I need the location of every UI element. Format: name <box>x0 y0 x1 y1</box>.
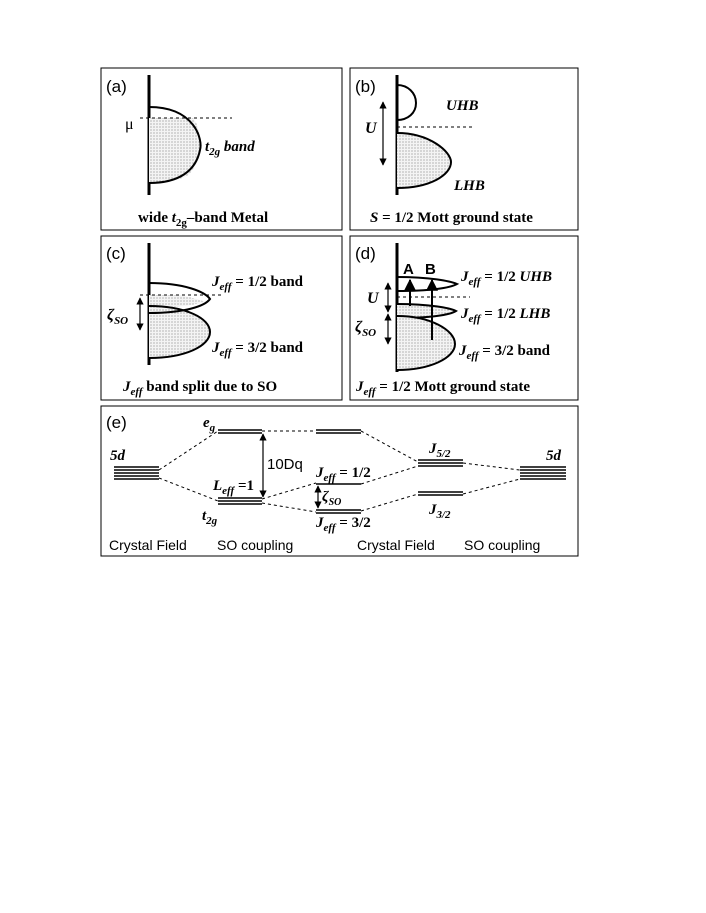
panel-c-label: (c) <box>106 244 126 263</box>
panel-c-caption: $J_{eff}$ band split due to SO <box>123 379 278 398</box>
u-label: U <box>367 290 379 307</box>
tendq-label: 10Dq <box>267 456 303 473</box>
jeff-half-band-label: $J_{eff} = 1/2$ band <box>212 274 304 293</box>
transition-b-label: B <box>425 261 436 278</box>
panel-b-frame <box>350 68 578 230</box>
jeff-half-uhb-label: $J_{eff} = 1/2$ UHB <box>461 269 552 288</box>
zeta-so-label: $\zeta_{SO}$ <box>322 489 342 508</box>
jeff-threehalf-label: $J_{eff} = 3/2$ <box>316 515 371 534</box>
panel-d <box>350 236 578 400</box>
jeff-threehalf-band-label: $J_{eff} = 3/2$ band <box>212 340 304 359</box>
panel-e-frame <box>101 406 578 556</box>
caption-so-coupling-1: SO coupling <box>217 537 294 553</box>
t2g-label: $t_{2g}$ <box>202 508 218 527</box>
caption-crystal-field-2: Crystal Field <box>357 537 435 553</box>
panel-c-frame <box>101 236 342 400</box>
zeta-so-label: $\zeta_{SO}$ <box>355 319 377 339</box>
panel-e <box>101 406 578 556</box>
t2g-band-label: $t_{2g}$ band <box>205 139 255 158</box>
panel-e-label: (e) <box>106 413 127 432</box>
j32-label: $J_{3/2}$ <box>429 502 451 521</box>
zeta-so-label: $\zeta_{SO}$ <box>107 307 129 327</box>
mu-label: μ <box>125 116 134 133</box>
panel-a <box>101 68 342 230</box>
jeff-threehalf-band-filled <box>397 316 455 370</box>
leff-label: $L_{eff} =1$ <box>213 478 254 497</box>
upper-hubbard-band <box>397 85 416 120</box>
caption-crystal-field-1: Crystal Field <box>109 537 187 553</box>
jeff-half-lhb-label: $J_{eff} = 1/2$ LHB <box>461 306 551 325</box>
lhb-label: LHB <box>454 178 485 194</box>
connectors-right <box>463 463 520 494</box>
left-5d-label: 5d <box>110 448 125 464</box>
u-label: U <box>365 120 377 137</box>
j52-label: $J_{5/2}$ <box>429 441 451 460</box>
lower-hubbard-band-filled <box>397 133 451 188</box>
so-split-eg-levels <box>316 430 361 433</box>
panel-a-label: (a) <box>106 77 127 96</box>
transition-a-label: A <box>403 261 414 278</box>
uhb-label: UHB <box>446 98 479 114</box>
right-5d-label: 5d <box>546 448 561 464</box>
j32-levels <box>418 492 463 495</box>
jeff-threehalf-levels <box>316 510 361 513</box>
panel-c <box>101 236 342 400</box>
panel-b-label: (b) <box>355 77 376 96</box>
eg-levels <box>218 430 262 433</box>
j52-levels <box>418 460 463 466</box>
panel-d-caption: $J_{eff} = 1/2$ Mott ground state <box>356 379 531 398</box>
jeff-half-label: $J_{eff} = 1/2$ <box>316 465 371 484</box>
eg-label: $e_g$ <box>203 415 216 434</box>
panel-b <box>350 68 578 230</box>
panel-a-caption: wide $t_{2g}$–band Metal <box>138 210 269 229</box>
caption-so-coupling-2: SO coupling <box>464 537 541 553</box>
panel-b-caption: S = 1/2 Mott ground state <box>370 210 533 226</box>
jeff-threehalf-band-label: $J_{eff} = 3/2$ band <box>459 343 551 362</box>
t2g-band-filled <box>149 118 200 183</box>
t2g-levels <box>218 498 262 504</box>
jeff-half-uhb <box>397 277 457 291</box>
panel-d-label: (d) <box>355 244 376 263</box>
left-5d-levels <box>114 467 159 479</box>
right-5d-levels <box>520 467 566 479</box>
